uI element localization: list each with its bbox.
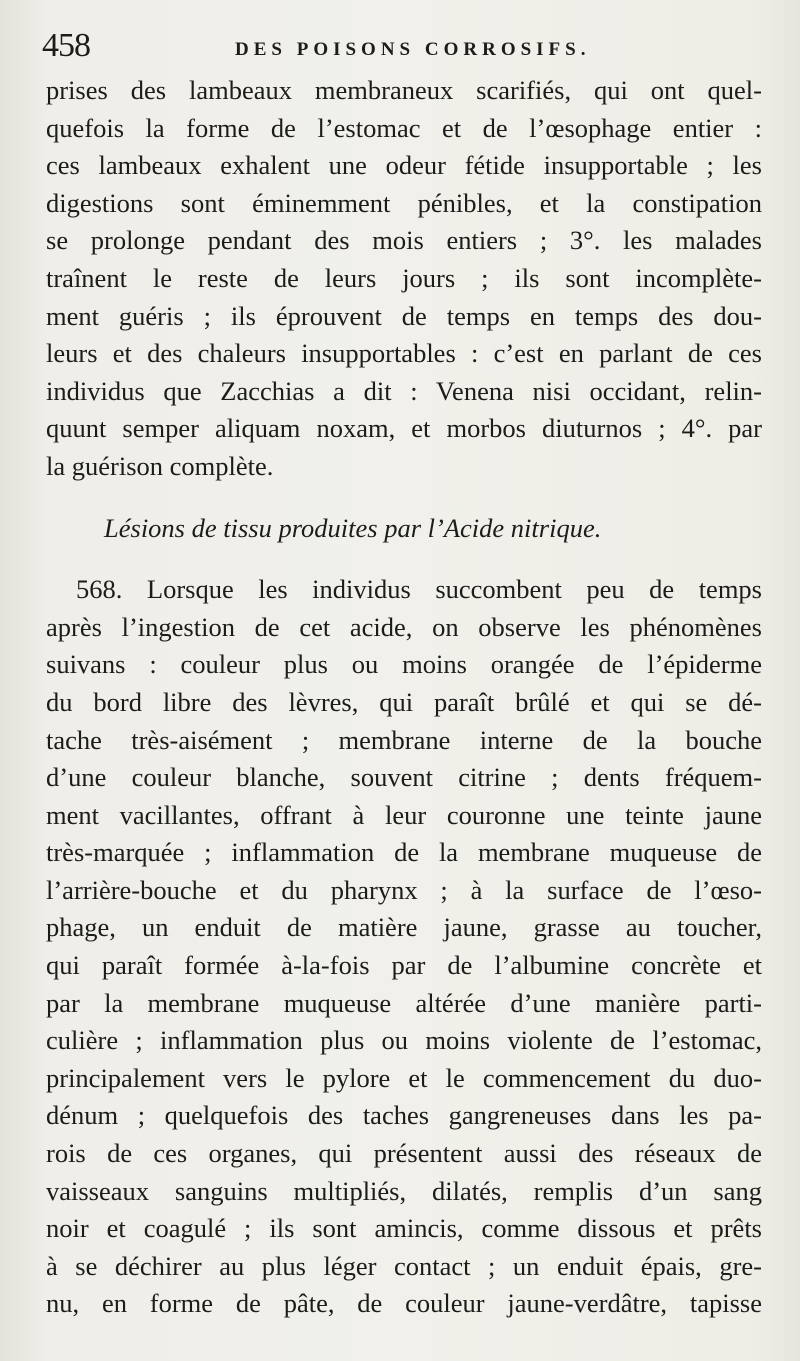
- text-line: après l’ingestion de cet acide, on observe les phénomènes: [46, 611, 762, 642]
- text-line: leurs et des chaleurs insupportables : c’est en parlant de ces: [46, 338, 762, 369]
- text-line: individus que Zacchias a dit : Venena nisi occidant, relin-: [46, 375, 762, 406]
- body-text: [46, 72, 762, 1323]
- text-line: par la membrane muqueuse altérée d’une manière parti-: [46, 987, 762, 1018]
- text-line: d’une couleur blanche, souvent citrine ; dents fréquem-: [46, 762, 762, 793]
- paragraph-1: [46, 72, 762, 486]
- text-line: quefois la forme de l’estomac et de l’œsophage entier :: [46, 112, 762, 143]
- text-line: l’arrière-bouche et du pharynx ; à la surface de l’œso-: [46, 874, 762, 905]
- text-line: se prolonge pendant des mois entiers ; 3°. les malades: [46, 225, 762, 256]
- text-line: principalement vers le pylore et le commencement du duo-: [46, 1062, 762, 1093]
- text-line: culière ; inflammation plus ou moins violente de l’estomac,: [46, 1025, 762, 1056]
- text-line: qui paraît formée à-la-fois par de l’albumine concrète et: [46, 950, 762, 981]
- text-line: vaisseaux sanguins multipliés, dilatés, remplis d’un sang: [46, 1175, 762, 1206]
- text-line: suivans : couleur plus ou moins orangée de l’épiderme: [46, 649, 762, 680]
- text-line: rois de ces organes, qui présentent aussi des réseaux de: [46, 1138, 762, 1169]
- text-line: ces lambeaux exhalent une odeur fétide insupportable ; les: [46, 150, 762, 181]
- text-line: quunt semper aliquam noxam, et morbos diuturnos ; 4°. par: [46, 413, 762, 444]
- section-heading: Lésions de tissu produites par l’Acide nitrique.: [104, 512, 602, 543]
- text-line: digestions sont éminemment pénibles, et la constipation: [46, 187, 762, 218]
- text-line: ment guéris ; ils éprouvent de temps en temps des dou-: [46, 300, 762, 331]
- text-line: nu, en forme de pâte, de couleur jaune-verdâtre, tapisse: [46, 1288, 762, 1319]
- text-line: prises des lambeaux membraneux scarifiés, qui ont quel-: [46, 75, 762, 105]
- text-line: du bord libre des lèvres, qui paraît brûlé et qui se dé-: [46, 686, 762, 717]
- text-line: 568. Lorsque les individus succombent peu de temps: [76, 574, 762, 605]
- text-line: tache très-aisément ; membrane interne de la bouche: [46, 724, 762, 755]
- text-line: dénum ; quelquefois des taches gangreneuses dans les pa-: [46, 1100, 762, 1131]
- page-header: [40, 26, 760, 70]
- text-line: la guérison complète.: [46, 450, 274, 481]
- text-line: à se déchirer au plus léger contact ; un enduit épais, gre-: [46, 1250, 762, 1281]
- text-line: traînent le reste de leurs jours ; ils sont incomplète-: [46, 262, 762, 293]
- text-line: très-marquée ; inflammation de la membrane muqueuse de: [46, 837, 762, 868]
- running-title: DES POISONS CORROSIFS.: [235, 39, 591, 60]
- text-line: noir et coagulé ; ils sont amincis, comme dissous et prêts: [46, 1213, 762, 1244]
- paragraph-2: [46, 571, 762, 1323]
- text-line: ment vacillantes, offrant à leur couronne une teinte jaune: [46, 799, 762, 830]
- text-line: phage, un enduit de matière jaune, grasse au toucher,: [46, 912, 762, 943]
- page-number: 458: [42, 27, 90, 64]
